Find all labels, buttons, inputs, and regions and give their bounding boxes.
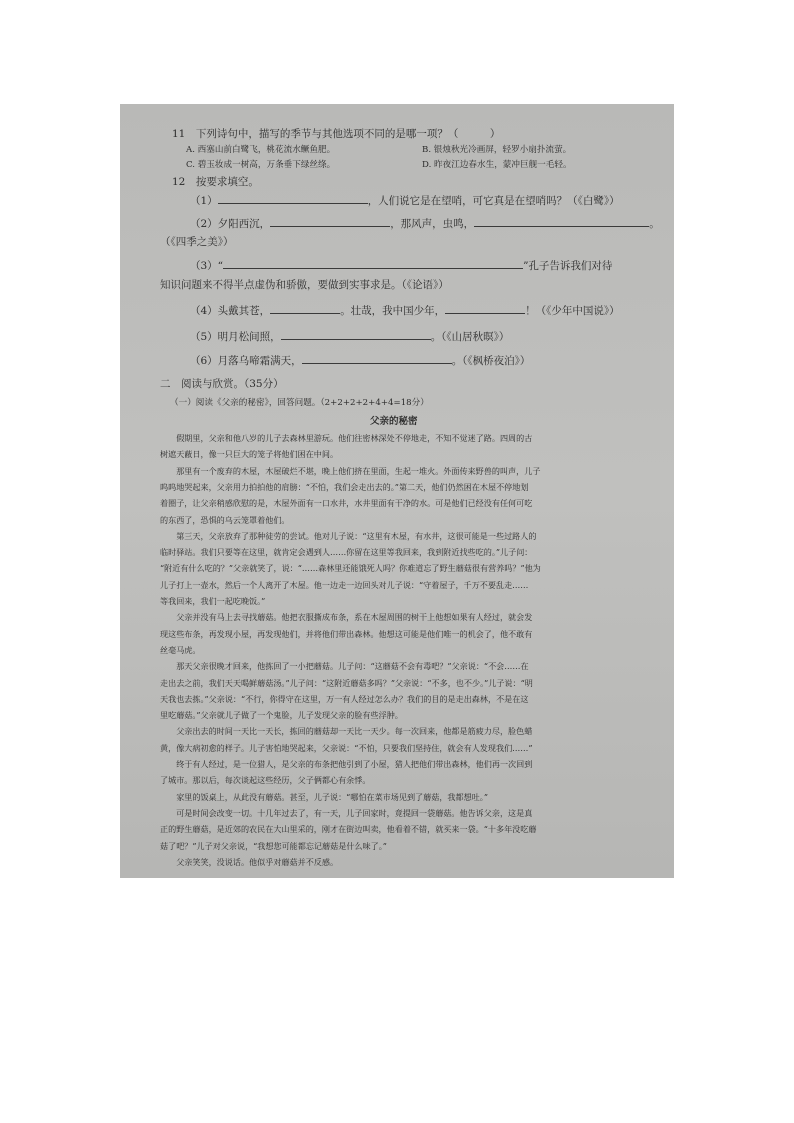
answer-blank[interactable] bbox=[270, 215, 390, 227]
answer-blank[interactable] bbox=[474, 215, 649, 227]
q12-item-3-cont: 知识问题来不得半点虚伪和骄傲，要做到实事求是。（《论语》） bbox=[160, 279, 449, 291]
q11-option-c: C. 碧玉妆成一树高，万条垂下绿丝绦。 bbox=[186, 160, 336, 170]
passage-line: 的东西了，恐惧的乌云笼罩着他们。 bbox=[160, 514, 290, 525]
passage-line: 走出去之前，我们天天喝鲜蘑菇汤。”儿子问：“这附近蘑菇多吗？”父亲说：“不多，也不少。”儿子说：“明 bbox=[160, 677, 533, 688]
answer-blank[interactable] bbox=[302, 352, 452, 364]
reading-intro: （一）阅读《父亲的秘密》，回答问题。（2+2+2+2+4+4=18分） bbox=[170, 398, 429, 408]
answer-blank[interactable] bbox=[281, 328, 431, 340]
answer-blank[interactable] bbox=[270, 302, 340, 314]
passage-line: 丝毫马虎。 bbox=[160, 644, 201, 655]
q12-item-4: （4）头戴其苍， 。壮哉，我中国少年， ！（《少年中国说》） bbox=[190, 302, 620, 318]
q11-option-a: A. 西塞山前白鹭飞，桃花流水鳜鱼肥。 bbox=[186, 145, 336, 155]
passage-line: 那天父亲很晚才回来，他拣回了一小把蘑菇。儿子问：“这蘑菇不会有毒吧？”父亲说：“不会……在 bbox=[160, 661, 529, 672]
q12-item-1: （1） ，人们说它是在望哨，可它真是在望哨吗？（《白鹭》） bbox=[190, 192, 620, 208]
passage-line: “附近有什么吃的？”父亲就笑了，说：“……森林里还能饿死人吗？你难道忘了野生蘑菇很有营养吗？”他为 bbox=[160, 563, 541, 574]
passage-line: 天我也去拣。”父亲说：“不行，你得守在这里，万一有人经过怎么办？我们的目的是走出森林，不是在这 bbox=[160, 693, 529, 704]
passage-line: 父亲并没有马上去寻找蘑菇。他把衣服撕成布条，系在木屋周围的树干上他想如果有人经过，就会发 bbox=[160, 612, 533, 623]
answer-blank[interactable] bbox=[223, 257, 523, 269]
passage-line: 临时驿站。我们只要等在这里，就肯定会遇到人……你留在这里等我回来，我到附近找些吃的。”儿子问： bbox=[160, 547, 533, 558]
passage-line: 树遮天蔽日，像一只巨大的笼子将他们困在中间。 bbox=[160, 449, 339, 460]
q12-item-2-source: （《四季之美》） bbox=[160, 236, 234, 248]
passage-line: 父亲笑笑，没说话。他似乎对蘑菇并不反感。 bbox=[160, 856, 339, 867]
passage-line: 黄，像大病初愈的样子。儿子害怕地哭起来，父亲说：“不怕，只要我们坚持住，就会有人发现我们……” bbox=[160, 742, 533, 753]
q12-item-3: （3）“ ”孔子告诉我们对待 bbox=[190, 257, 612, 273]
passage-line: 了城市。那以后，每次谈起这些经历，父子俩都心有余悸。 bbox=[160, 775, 371, 786]
passage-title: 父亲的秘密 bbox=[370, 416, 418, 427]
scanned-exam-page bbox=[120, 104, 674, 878]
passage-line: 着圈子，让父亲稍感欣慰的是，木屋外面有一口水井，水井里面有干净的水。可是他们已经没有任何可吃 bbox=[160, 498, 533, 509]
answer-blank[interactable] bbox=[218, 192, 368, 204]
passage-line: 那里有一个废弃的木屋，木屋破烂不堪，晚上他们挤在里面，生起一堆火。外面传来野兽的叫声，儿子 bbox=[160, 465, 541, 476]
q11-option-b: B. 银烛秋光冷画屏，轻罗小扇扑流萤。 bbox=[422, 145, 572, 155]
section-2-heading: 二 阅读与欣赏。（35分） bbox=[160, 378, 284, 390]
passage-line: 终于有人经过，是一位猎人，是父亲的布条把他引到了小屋，猎人把他们带出森林，他们再一次回到 bbox=[160, 759, 533, 769]
passage-line: 等我回来，我们一起吃晚饭。” bbox=[160, 596, 266, 606]
passage-line: 第三天，父亲放弃了那种徒劳的尝试。他对儿子说：“这里有木屋，有水井，这很可能是一些过路人的 bbox=[160, 530, 537, 541]
passage-line: 可是时间会改变一切。十几年过去了，有一天，儿子回家时，竟提回一袋蘑菇。他告诉父亲，这是真 bbox=[160, 807, 533, 818]
passage-line: 现这些布条，再发现小屋，再发现他们，并将他们带出森林。他想这可能是他们唯一的机会了，他不敢有 bbox=[160, 628, 533, 639]
q11-stem: 11 下列诗句中，描写的季节与其他选项不同的是哪一项？（ ） bbox=[172, 128, 501, 140]
passage-line: 儿子打上一壶水，然后一个人离开了木屋。他一边走一边回头对儿子说：“守着屋子，千万不要乱走…… bbox=[160, 579, 529, 590]
q12-stem: 12 按要求填空。 bbox=[172, 176, 259, 188]
q12-item-6: （6）月落乌啼霜满天， 。（《枫桥夜泊》） bbox=[190, 352, 530, 368]
passage-line: 假期里，父亲和他八岁的儿子去森林里游玩。他们往密林深处不停地走，不知不觉迷了路。四周的古 bbox=[160, 433, 533, 443]
passage-line: 父亲出去的时间一天比一天长，拣回的蘑菇却一天比一天少。每一次回来，他都是筋疲力尽，脸色蜡 bbox=[160, 726, 533, 737]
q12-item-5: （5）明月松间照， 。（《山居秋暝》） bbox=[190, 328, 509, 344]
passage-line: 菇了吧？”儿子对父亲说，“我想您可能都忘记蘑菇是什么味了。” bbox=[160, 840, 387, 851]
passage-line: 正的野生蘑菇，是近郊的农民在大山里采的，刚才在街边叫卖，他看着不错，就买来一袋。“十多年没吃蘑 bbox=[160, 824, 537, 835]
passage-line: 里吃蘑菇。”父亲就儿子做了一个鬼脸，儿子发现父亲的脸有些浮肿。 bbox=[160, 710, 403, 721]
q11-option-d: D. 昨夜江边春水生，蒙冲巨舰一毛轻。 bbox=[422, 160, 572, 170]
passage-line: 呜呜地哭起来，父亲用力拍拍他的肩膀：“不怕，我们会走出去的。”第二天，他们仍然困在木屋不停地划 bbox=[160, 481, 529, 492]
answer-blank[interactable] bbox=[445, 302, 525, 314]
passage-line: 家里的饭桌上，从此没有蘑菇。甚至，儿子说：“哪怕在菜市场见到了蘑菇，我都想吐。” bbox=[160, 791, 488, 802]
q12-item-2: （2）夕阳西沉， ，那风声，虫鸣， 。 bbox=[190, 215, 660, 231]
